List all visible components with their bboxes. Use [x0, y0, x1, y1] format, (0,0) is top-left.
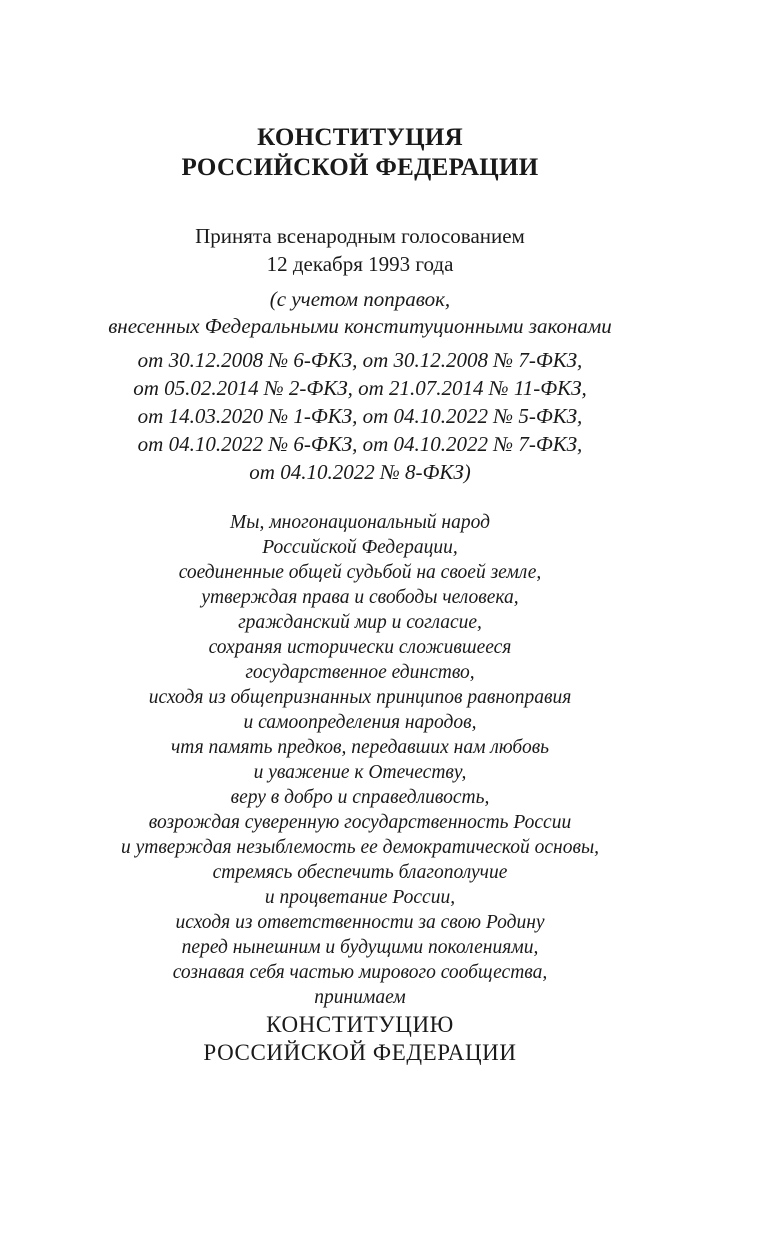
amendments-line: от 30.12.2008 № 6-ФКЗ, от 30.12.2008 № 7-ФКЗ, — [137, 348, 583, 372]
closing-heading-line-1: КОНСТИТУЦИЮ — [266, 1012, 454, 1037]
preamble-line: Мы, многонациональный народ — [230, 512, 490, 533]
preamble-line: государственное единство, — [245, 662, 475, 683]
preamble-line: веру в добро и справедливость, — [230, 787, 490, 808]
preamble-line: исходя из ответственности за свою Родину — [175, 912, 545, 933]
document-title-line-2: РОССИЙСКОЙ ФЕДЕРАЦИИ — [181, 154, 539, 181]
preamble-line: исходя из общепризнанных принципов равноправия — [148, 687, 572, 708]
amendments-line: от 14.03.2020 № 1-ФКЗ, от 04.10.2022 № 5-ФКЗ, — [137, 404, 583, 428]
amendments-line: (с учетом поправок, — [269, 287, 451, 311]
preamble-line: и утверждая незыблемость ее демократической основы, — [120, 837, 600, 858]
amendments-line: внесенных Федеральными конституционными законами — [108, 314, 612, 338]
amendments-line: от 04.10.2022 № 8-ФКЗ) — [249, 460, 471, 484]
preamble-line: сознавая себя частью мирового сообщества, — [172, 962, 548, 983]
preamble-line: гражданский мир и согласие, — [238, 612, 482, 633]
preamble-line: Российской Федерации, — [262, 537, 458, 558]
preamble-line: и процветание России, — [264, 887, 456, 908]
adoption-date-line: 12 декабря 1993 года — [266, 252, 454, 276]
preamble-line: чтя память предков, передавших нам любовь — [170, 737, 550, 758]
preamble-line: возрождая суверенную государственность России — [148, 812, 572, 833]
preamble-line: перед нынешним и будущими поколениями, — [181, 937, 539, 958]
preamble-line: и уважение к Отечеству, — [253, 762, 467, 783]
preamble-line: принимаем — [314, 987, 406, 1008]
document-title-line-1: КОНСТИТУЦИЯ — [257, 124, 463, 151]
preamble-line: и самоопределения народов, — [243, 712, 477, 733]
preamble-line: стремясь обеспечить благополучие — [212, 862, 508, 883]
preamble-line: сохраняя исторически сложившееся — [208, 637, 512, 658]
closing-heading-line-2: РОССИЙСКОЙ ФЕДЕРАЦИИ — [203, 1040, 517, 1065]
amendments-line: от 04.10.2022 № 6-ФКЗ, от 04.10.2022 № 7-ФКЗ, — [137, 432, 583, 456]
preamble-line: соединенные общей судьбой на своей земле, — [178, 562, 542, 583]
amendments-line: от 05.02.2014 № 2-ФКЗ, от 21.07.2014 № 11-ФКЗ, — [133, 376, 587, 400]
adoption-note-line-1: Принята всенародным голосованием — [195, 224, 525, 248]
preamble-line: утверждая права и свободы человека, — [201, 587, 519, 608]
